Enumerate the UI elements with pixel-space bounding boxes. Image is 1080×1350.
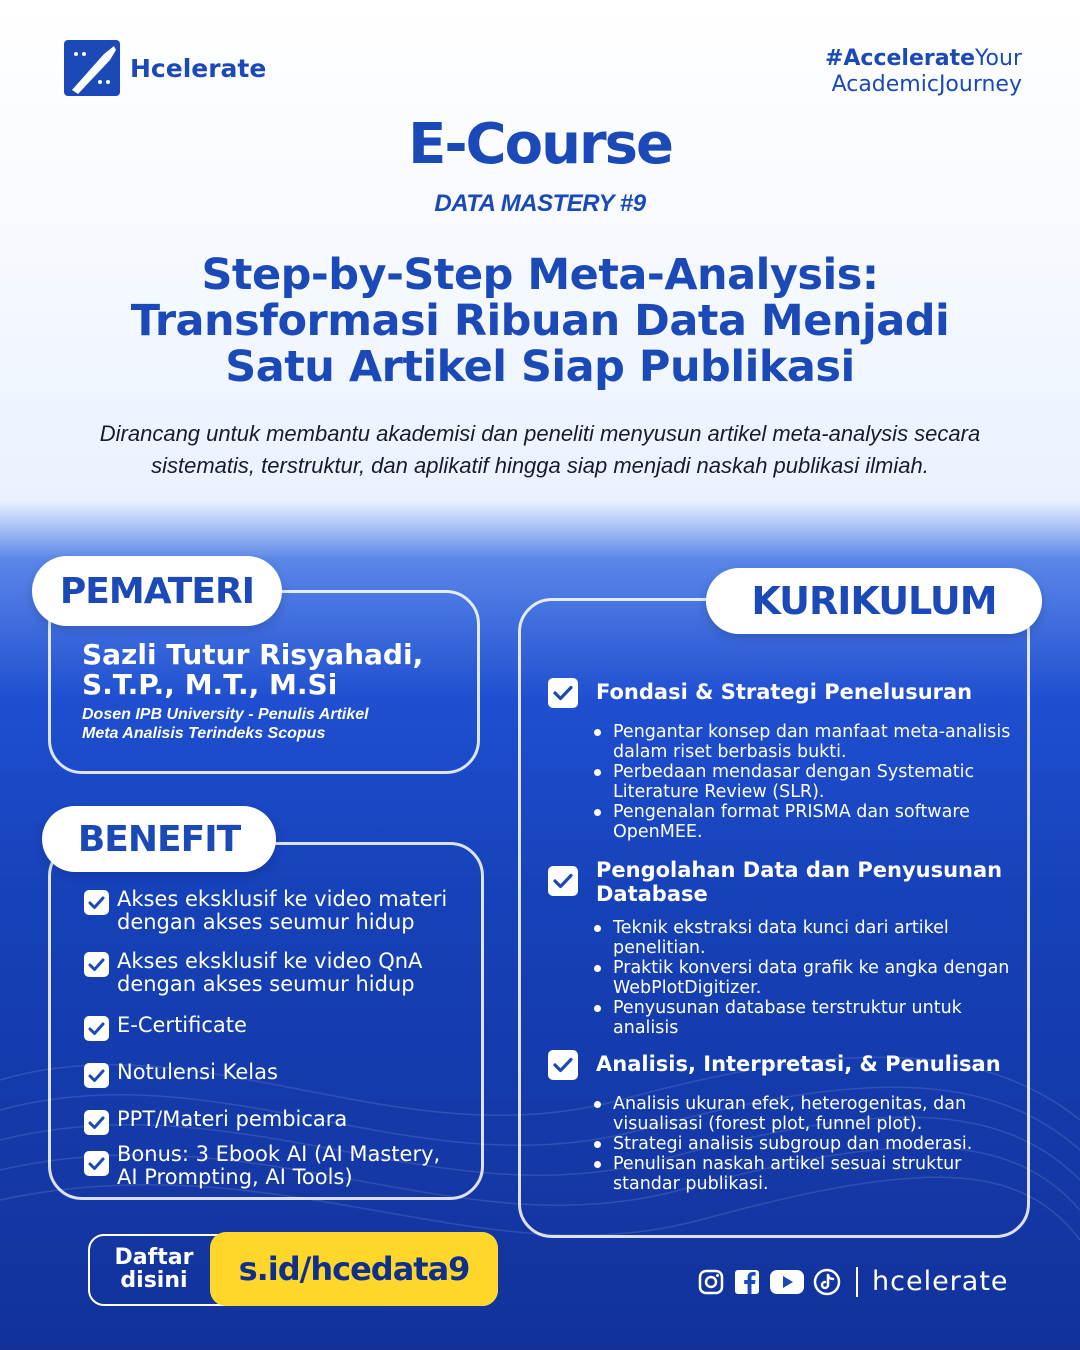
checkbox-icon — [548, 1050, 578, 1080]
instagram-icon[interactable] — [696, 1267, 726, 1297]
kicker-title: E-Course — [408, 112, 672, 177]
benefit-list — [84, 888, 474, 1189]
section-title: Pengolahan Data dan Penyusunan Database — [596, 858, 1003, 906]
bullet-item: Pengantar konsep dan manfaat meta-analisis dalam riset berbasis bukti. — [594, 722, 1018, 762]
youtube-icon[interactable] — [768, 1267, 806, 1297]
speaker-name-line-2: S.T.P., M.T., M.Si — [82, 668, 338, 701]
register-label-line-2: disini — [120, 1268, 188, 1293]
benefit-text: Notulensi Kelas — [117, 1060, 278, 1084]
checkbox-icon — [84, 1016, 109, 1041]
kurikulum-section — [548, 858, 1018, 1038]
checkbox-icon — [548, 678, 578, 708]
bullet-item: Analisis ukuran efek, heterogenitas, dan visualisasi (forest plot, funnel plot). — [594, 1094, 1018, 1134]
benefit-label: BENEFIT — [42, 806, 276, 872]
checkbox-icon — [84, 952, 109, 977]
kurikulum-label: KURIKULUM — [706, 568, 1042, 634]
register-label — [104, 1246, 204, 1292]
bullet-item: Strategi analisis subgroup dan moderasi. — [594, 1134, 1018, 1154]
speaker-role-line-1: Dosen IPB University - Penulis Artikel — [82, 706, 369, 723]
benefit-item — [84, 1014, 474, 1041]
benefit-text: Akses eksklusif ke video QnA — [117, 949, 423, 973]
benefit-item — [84, 1143, 474, 1189]
title-line-3: Satu Artikel Siap Publikasi — [225, 342, 855, 392]
benefit-item — [84, 950, 474, 996]
bullet-item: Pengenalan format PRISMA dan software OpenMEE. — [594, 802, 1018, 842]
bullet-item: Penyusunan database terstruktur untuk analisis — [594, 998, 1018, 1038]
speaker-name-line-1: Sazli Tutur Risyahadi, — [82, 638, 424, 671]
tagline-bold: #Accelerate — [824, 46, 976, 71]
social-handle[interactable]: hcelerate — [872, 1266, 1009, 1297]
facebook-icon[interactable] — [732, 1267, 762, 1297]
series-label: DATA MASTERY #9 — [434, 190, 646, 217]
benefit-item — [84, 1061, 474, 1088]
checkbox-icon — [84, 1063, 109, 1088]
speaker-role-line-2: Meta Analisis Terindeks Scopus — [82, 725, 326, 742]
tiktok-icon[interactable] — [812, 1267, 842, 1297]
checkbox-icon — [84, 1151, 109, 1176]
bullet-item: Praktik konversi data grafik ke angka dengan WebPlotDigitizer. — [594, 958, 1018, 998]
title-line-1: Step-by-Step Meta-Analysis: — [201, 250, 879, 300]
description: Dirancang untuk membantu akademisi dan peneliti menyusun artikel meta-analysis secara sistematis, terstruktur, dan aplikatif hingga siap menjadi naskah publikasi ilmiah. — [99, 421, 981, 478]
section-title: Analisis, Interpretasi, & Penulisan — [596, 1052, 1001, 1076]
bullet-item: Penulisan naskah artikel sesuai struktur standar publikasi. — [594, 1154, 1018, 1194]
tagline-rest: Your — [975, 46, 1022, 71]
title-line-2: Transformasi Ribuan Data Menjadi — [130, 296, 950, 346]
benefit-text: dengan akses seumur hidup — [117, 972, 415, 996]
benefit-text: Bonus: 3 Ebook AI (AI Mastery, — [117, 1142, 441, 1166]
kurikulum-section — [548, 1050, 1018, 1194]
divider — [856, 1267, 858, 1297]
benefit-text: PPT/Materi pembicara — [117, 1107, 348, 1131]
brand-logo[interactable] — [64, 40, 266, 96]
section-title: Fondasi & Strategi Penelusuran — [596, 680, 973, 704]
benefit-text: AI Prompting, AI Tools) — [117, 1165, 353, 1189]
social-links — [696, 1266, 1009, 1297]
pemateri-label: PEMATERI — [32, 556, 282, 626]
bullet-item: Teknik ekstraksi data kunci dari artikel penelitian. — [594, 918, 1018, 958]
kurikulum-section — [548, 678, 1018, 842]
speaker-role — [82, 705, 462, 743]
register-link[interactable]: s.id/hcedata9 — [210, 1232, 498, 1306]
pen-nib-icon — [64, 40, 120, 96]
benefit-item — [84, 1108, 474, 1135]
tagline — [825, 46, 1022, 98]
page-title — [40, 252, 1040, 390]
checkbox-icon — [84, 1110, 109, 1135]
benefit-item — [84, 888, 474, 934]
bullet-item: Perbedaan mendasar dengan Systematic Literature Review (SLR). — [594, 762, 1018, 802]
speaker-name — [82, 640, 462, 700]
brand-name: Hcelerate — [130, 53, 267, 83]
checkbox-icon — [84, 890, 109, 915]
checkbox-icon — [548, 866, 578, 896]
benefit-text: E-Certificate — [117, 1013, 247, 1037]
benefit-text: Akses eksklusif ke video materi — [117, 887, 448, 911]
register-label-line-1: Daftar — [114, 1245, 194, 1270]
benefit-text: dengan akses seumur hidup — [117, 910, 415, 934]
tagline-line2: AcademicJourney — [831, 72, 1022, 97]
